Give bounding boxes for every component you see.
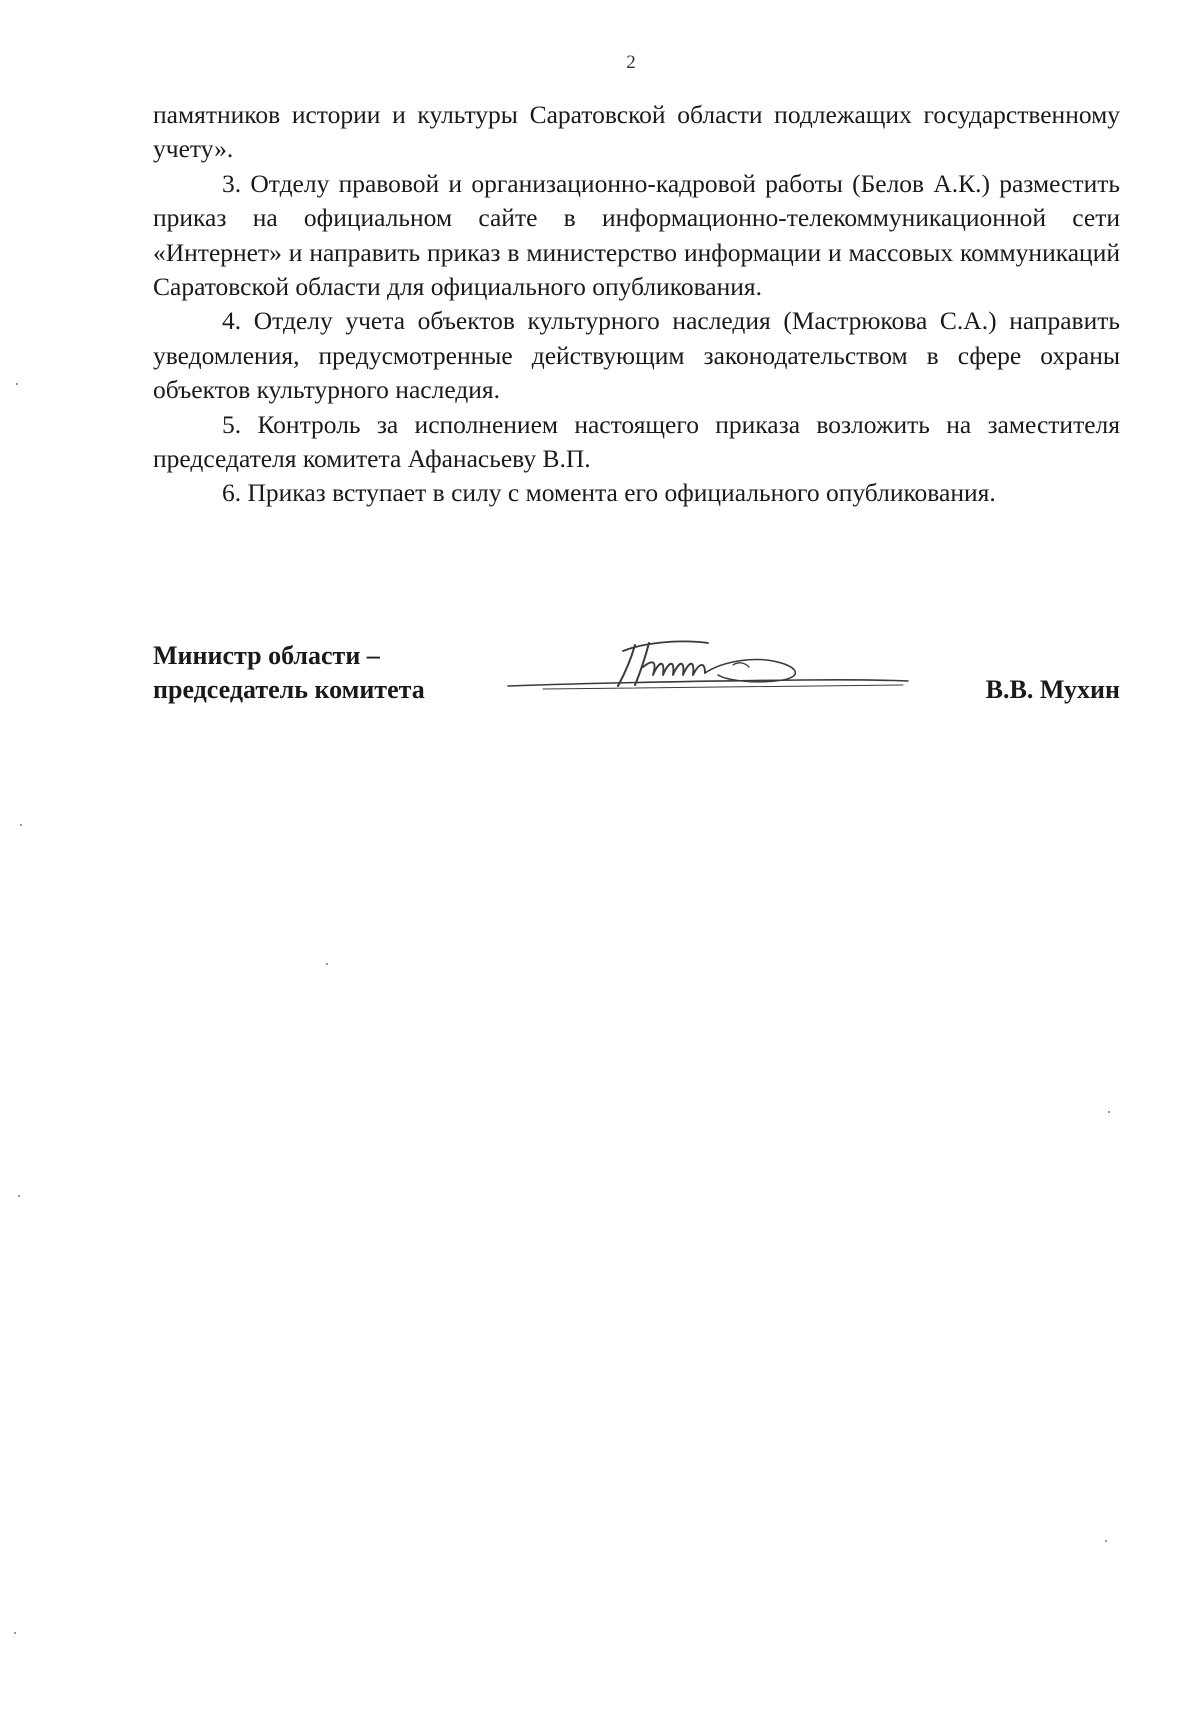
scan-speck: [18, 1195, 20, 1197]
scan-speck: [1108, 1111, 1110, 1113]
paragraph-2: 3. Отделу правовой и организационно-кадровой работы (Белов А.К.) разместить приказ на официальном сайте в информационно-телекоммуникационной сети «Интернет» и направить приказ в министерство информации и массовых коммуникаций Саратовской области для официального опубликования.: [153, 168, 1120, 302]
signatory-title-line-1: Министр области –: [153, 641, 380, 670]
page-number: 2: [626, 52, 636, 73]
scan-speck: [326, 963, 328, 965]
scan-speck: [14, 1632, 16, 1634]
signatory-title-line-2: председатель комитета: [153, 675, 425, 704]
scan-speck: [20, 824, 22, 826]
paragraph-3: 4. Отделу учета объектов культурного наследия (Мастрюкова С.А.) направить уведомления, предусмотренные действующим законодательством в сфере охраны объектов культурного наследия.: [153, 306, 1120, 405]
signature-block: [153, 639, 1120, 719]
signatory-title: [153, 639, 425, 707]
scan-speck: [16, 383, 18, 385]
paragraph-5: 6. Приказ вступает в силу с момента его официального опубликования.: [222, 478, 996, 508]
document-body: [153, 98, 1120, 511]
paragraph-4: 5. Контроль за исполнением настоящего приказа возложить на заместителя председателя комитета Афанасьеву В.П.: [153, 409, 1120, 474]
paragraph-1: памятников истории и культуры Саратовской области подлежащих государственному учету».: [153, 100, 1120, 164]
handwritten-signature: [503, 631, 913, 701]
scan-speck: [1105, 1540, 1107, 1542]
signatory-name: В.В. Мухин: [985, 675, 1120, 704]
